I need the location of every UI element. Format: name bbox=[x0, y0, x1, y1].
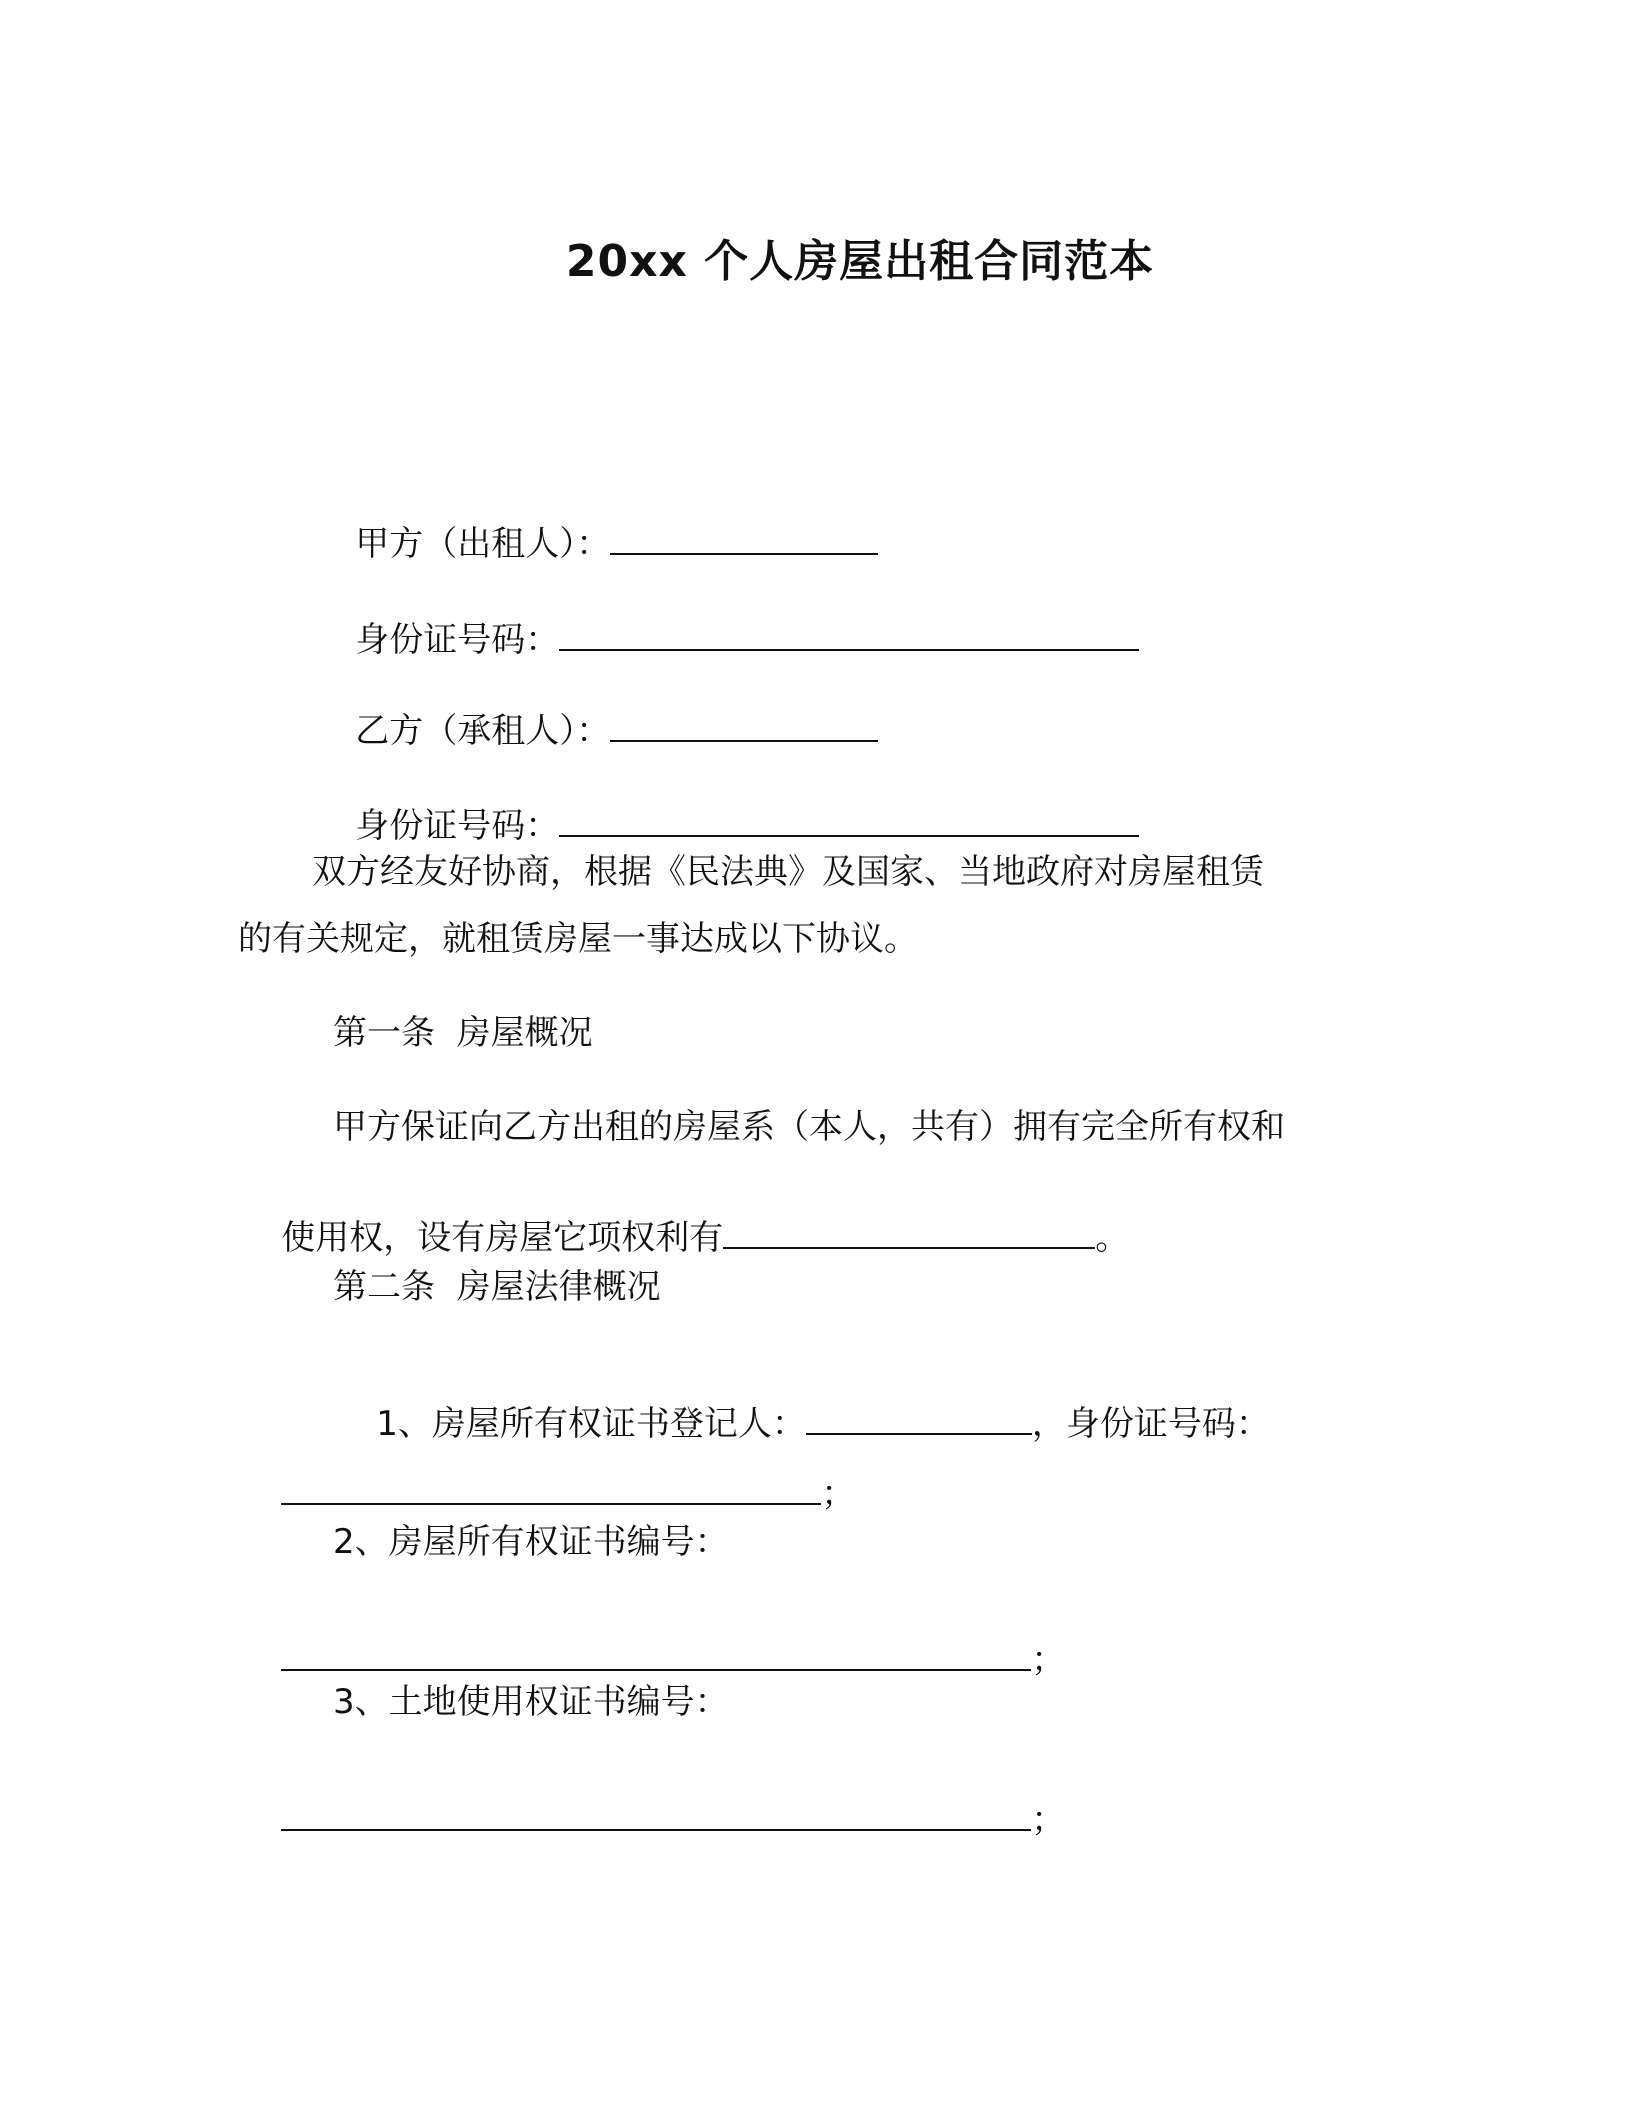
article-1-line-1: 甲方保证向乙方出租的房屋系（本人，共有）拥有完全所有权和 bbox=[333, 1107, 1285, 1147]
party-b-blank[interactable] bbox=[610, 710, 878, 742]
item-1-label: 1、房屋所有权证书登记人： bbox=[376, 1404, 806, 1444]
encumbrance-blank[interactable] bbox=[723, 1217, 1095, 1249]
intro-paragraph-line-1: 双方经友好协商，根据《民法典》及国家、当地政府对房屋租赁 bbox=[312, 852, 1264, 892]
item-1-end: ； bbox=[821, 1474, 856, 1514]
article-2-heading: 第二条 房屋法律概况 bbox=[333, 1267, 661, 1307]
article-1-line-2-prefix: 使用权，设有房屋它项权利有 bbox=[281, 1218, 724, 1258]
item-3-continuation bbox=[238, 1754, 1065, 1886]
item-1-mid: ，身份证号码： bbox=[1031, 1404, 1270, 1444]
article-1-line-2-suffix: 。 bbox=[1095, 1218, 1130, 1258]
document-title: 20xx 个人房屋出租合同范本 bbox=[565, 236, 1155, 287]
party-a-id-blank[interactable] bbox=[559, 619, 1139, 651]
article-1-heading: 第一条 房屋概况 bbox=[333, 1013, 593, 1053]
item-3-end: ； bbox=[1031, 1800, 1066, 1840]
party-a-id-label: 身份证号码： bbox=[355, 620, 560, 660]
item-2-line: 2、房屋所有权证书编号： bbox=[333, 1522, 729, 1562]
property-cert-number-blank[interactable] bbox=[281, 1639, 1031, 1671]
owner-id-blank[interactable] bbox=[281, 1473, 821, 1505]
party-a-label: 甲方（出租人）： bbox=[355, 524, 611, 564]
land-cert-number-blank[interactable] bbox=[281, 1799, 1031, 1831]
party-a-blank[interactable] bbox=[610, 523, 878, 555]
item-3-line: 3、土地使用权证书编号： bbox=[333, 1682, 729, 1722]
item-2-end: ； bbox=[1031, 1640, 1066, 1680]
intro-paragraph-line-2: 的有关规定，就租赁房屋一事达成以下协议。 bbox=[238, 919, 918, 959]
party-b-id-label: 身份证号码： bbox=[355, 806, 560, 846]
party-b-label: 乙方（承租人）： bbox=[355, 711, 611, 751]
party-b-id-blank[interactable] bbox=[559, 805, 1139, 837]
